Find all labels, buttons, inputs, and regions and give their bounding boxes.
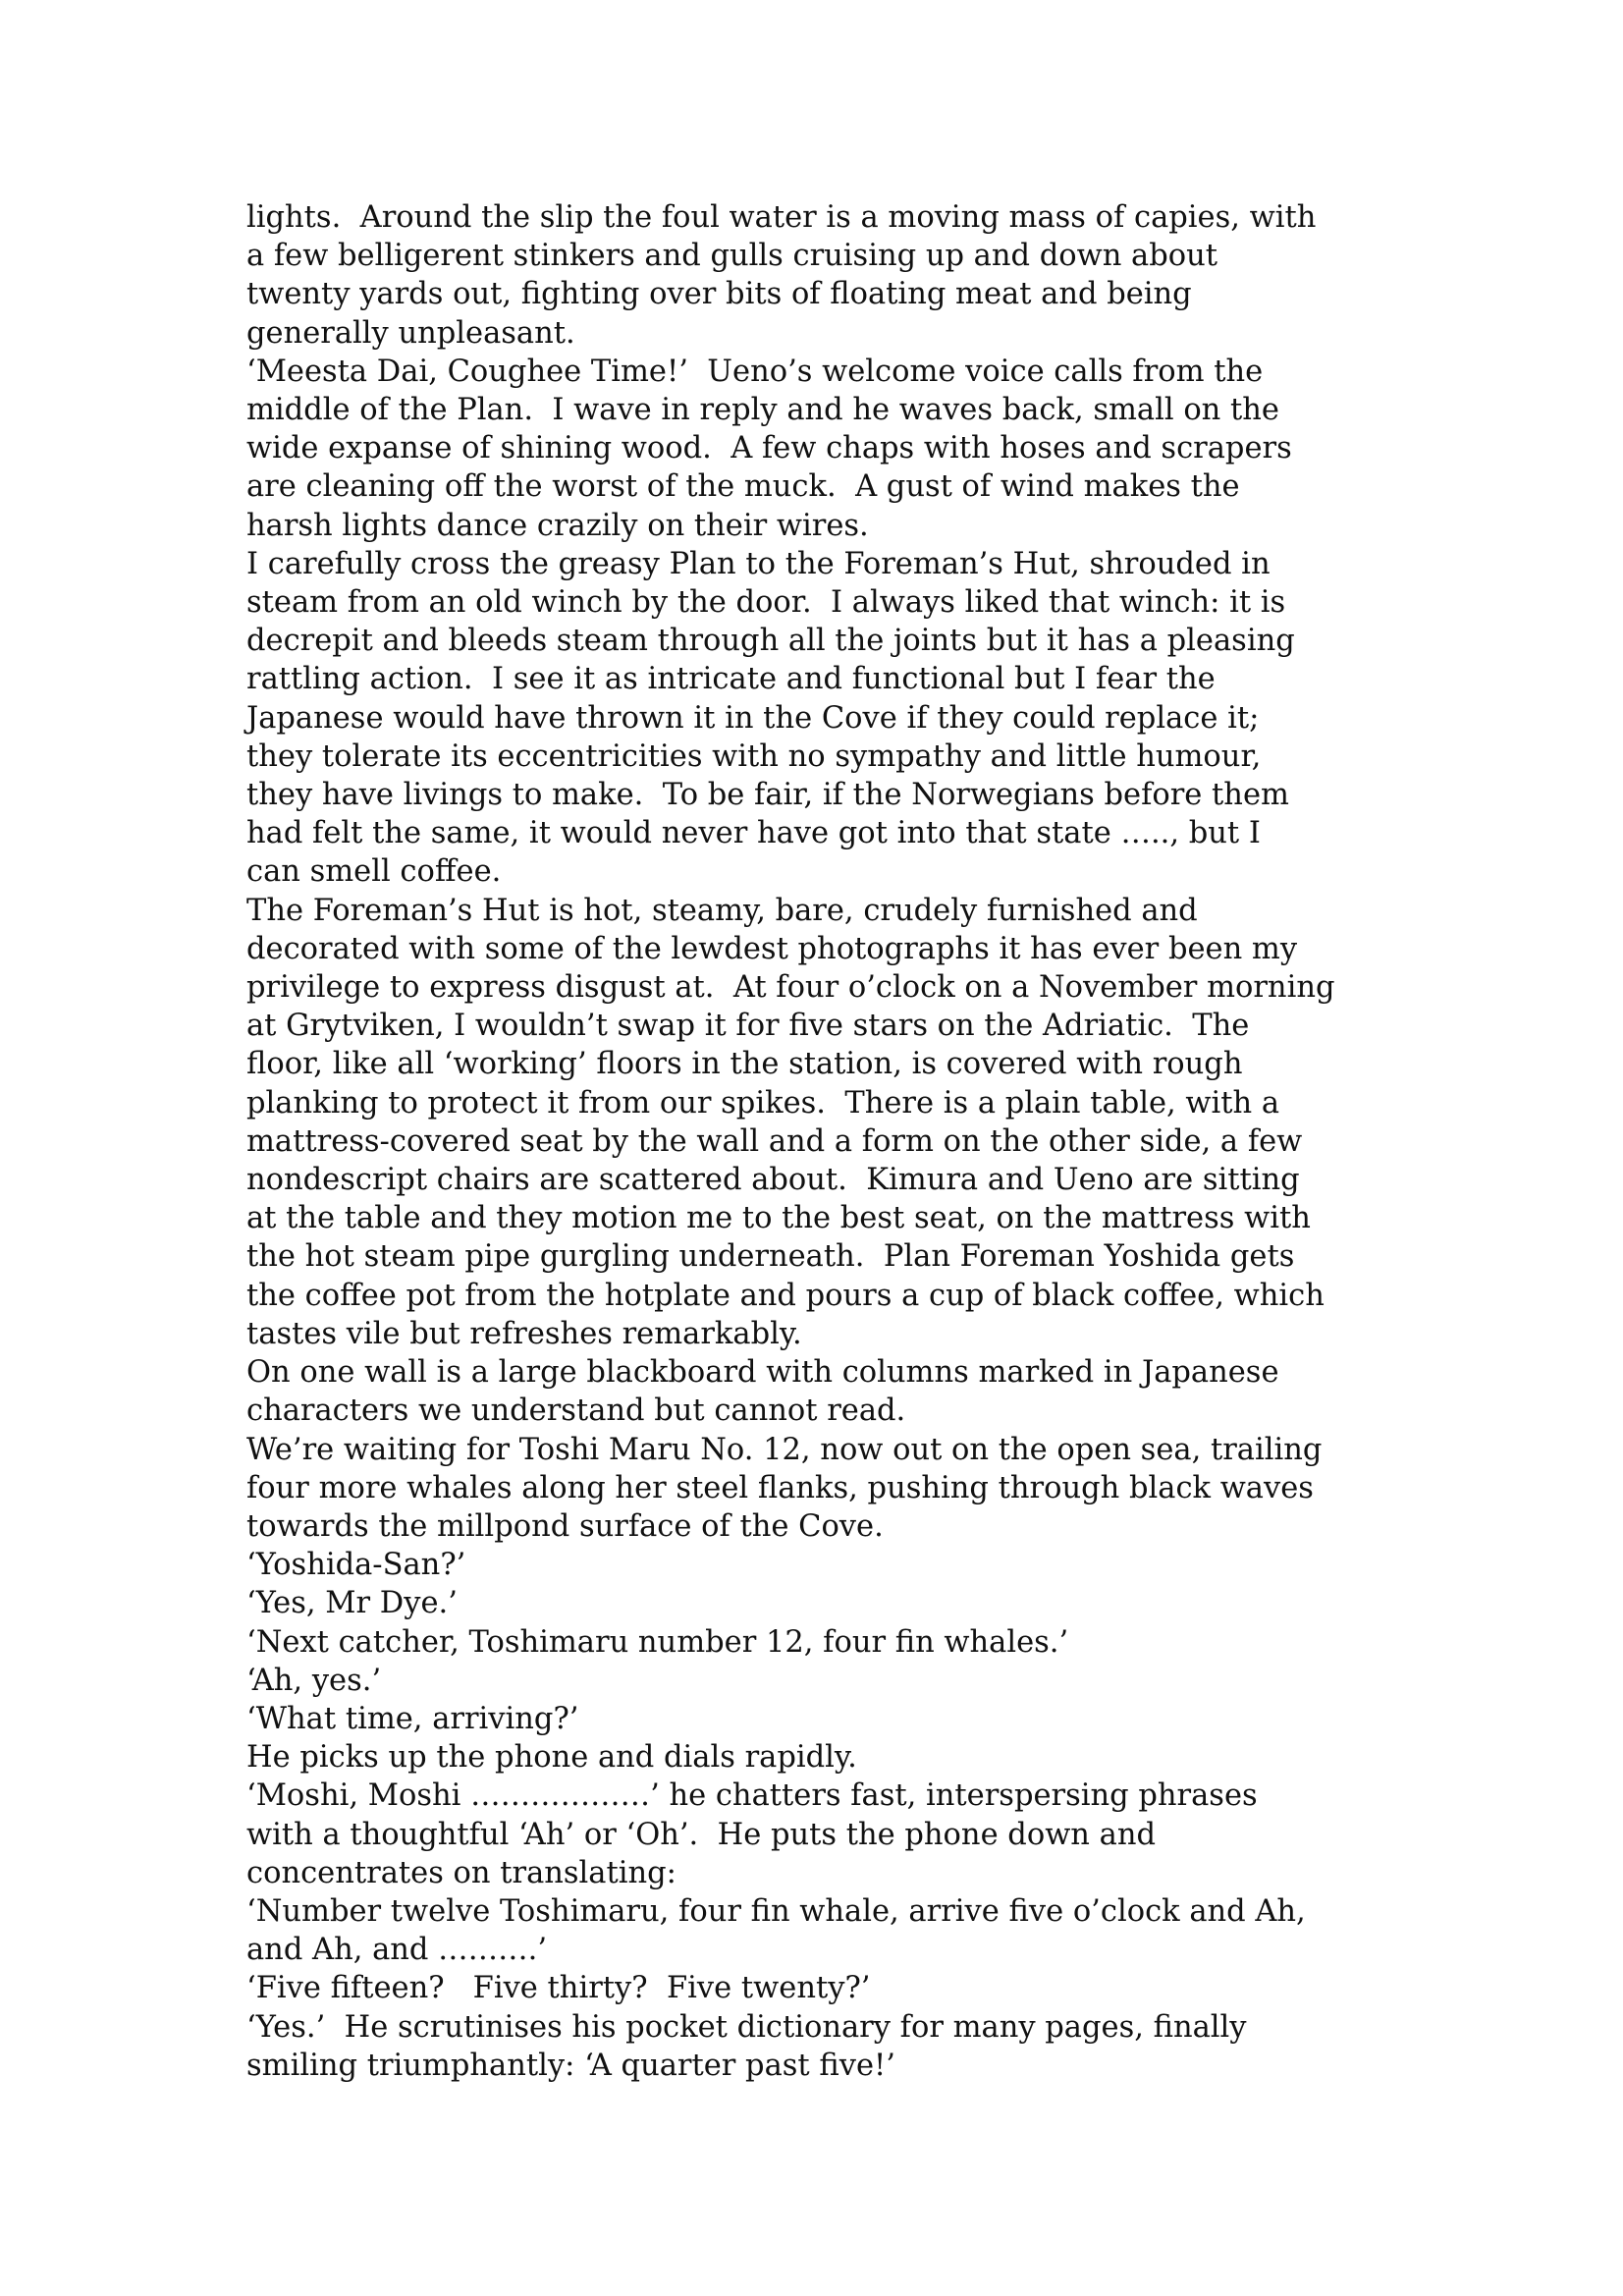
paragraph — [246, 1777, 1405, 1892]
text-line: He picks up the phone and dials rapidly. — [246, 1740, 857, 1776]
text-line: at Grytviken, I wouldn’t swap it for five stars on the Adriatic. The — [246, 1009, 1250, 1044]
text-line: ‘Five fifteen? Five thirty? Five twenty?’ — [246, 1971, 871, 2006]
text-line: tastes vile but refreshes remarkably. — [246, 1316, 802, 1351]
text-line: are cleaning off the worst of the muck. A gust of wind makes the — [246, 469, 1240, 505]
document-page — [246, 198, 1405, 2085]
text-line: decrepit and bleeds steam through all the joints but it has a pleasing — [246, 624, 1295, 659]
text-line: rattling action. I see it as intricate and functional but I fear the — [246, 662, 1216, 697]
text-line: and Ah, and ……….’ — [246, 1933, 548, 1968]
text-line: at the table and they motion me to the best seat, on the mattress with — [246, 1201, 1311, 1236]
text-line: ‘What time, arriving?’ — [246, 1701, 579, 1736]
text-line: a few belligerent stinkers and gulls cruising up and down about — [246, 239, 1218, 274]
paragraph — [246, 1353, 1405, 1430]
text-line: had felt the same, it would never have got into that state ….., but I — [246, 816, 1261, 851]
paragraph — [246, 198, 1405, 353]
text-line: I carefully cross the greasy Plan to the Foreman’s Hut, shrouded in — [246, 546, 1271, 581]
text-line: the hot steam pipe gurgling underneath. Plan Foreman Yoshida gets — [246, 1239, 1295, 1275]
text-line: decorated with some of the lewdest photographs it has ever been my — [246, 931, 1298, 966]
text-line: ‘Yes, Mr Dye.’ — [246, 1586, 458, 1621]
paragraph — [246, 1546, 1405, 1584]
text-line: lights. Around the slip the foul water is a moving mass of capies, with — [246, 200, 1317, 235]
text-line: harsh lights dance crazily on their wires. — [246, 508, 869, 543]
text-line: floor, like all ‘working’ floors in the station, is covered with rough — [246, 1047, 1243, 1082]
paragraph — [246, 892, 1405, 1353]
text-line: towards the millpond surface of the Cove. — [246, 1508, 884, 1544]
paragraph — [246, 1623, 1405, 1662]
text-line: can smell coffee. — [246, 854, 502, 890]
text-line: privilege to express disgust at. At four o’clock on a November morning — [246, 970, 1335, 1006]
text-line: ‘Moshi, Moshi ………………’ he chatters fast, interspersing phrases — [246, 1778, 1258, 1814]
text-line: mattress-covered seat by the wall and a form on the other side, a few — [246, 1123, 1303, 1159]
text-line: ‘Yes.’ He scrutinises his pocket dictionary for many pages, finally — [246, 2009, 1247, 2045]
paragraph — [246, 1969, 1405, 2007]
paragraph — [246, 545, 1405, 892]
paragraph — [246, 1700, 1405, 1738]
text-line: planking to protect it from our spikes. There is a plain table, with a — [246, 1085, 1280, 1121]
text-line: ‘Next catcher, Toshimaru number 12, four fin whales.’ — [246, 1624, 1069, 1660]
text-line: they tolerate its eccentricities with no sympathy and little humour, — [246, 738, 1262, 774]
text-line: nondescript chairs are scattered about. Kimura and Ueno are sitting — [246, 1163, 1300, 1198]
paragraph — [246, 1584, 1405, 1622]
text-line: concentrates on translating: — [246, 1855, 676, 1890]
text-line: ‘Ah, yes.’ — [246, 1663, 382, 1698]
text-line: generally unpleasant. — [246, 315, 575, 351]
paragraph — [246, 1431, 1405, 1547]
text-line: smiling triumphantly: ‘A quarter past five!’ — [246, 2048, 895, 2083]
text-line: The Foreman’s Hut is hot, steamy, bare, crudely furnished and — [246, 893, 1198, 928]
text-line: the coffee pot from the hotplate and pours a cup of black coffee, which — [246, 1278, 1325, 1313]
paragraph — [246, 1738, 1405, 1777]
text-line: On one wall is a large blackboard with columns marked in Japanese — [246, 1355, 1279, 1391]
text-line: ‘Yoshida-San?’ — [246, 1548, 466, 1583]
text-line: wide expanse of shining wood. A few chaps with hoses and scrapers — [246, 431, 1292, 466]
text-line: four more whales along her steel flanks, pushing through black waves — [246, 1470, 1314, 1505]
text-line: characters we understand but cannot read. — [246, 1394, 906, 1429]
text-line: with a thoughtful ‘Ah’ or ‘Oh’. He puts the phone down and — [246, 1817, 1156, 1852]
text-line: steam from an old winch by the door. I always liked that winch: it is — [246, 585, 1286, 621]
paragraph — [246, 2008, 1405, 2085]
text-line: middle of the Plan. I wave in reply and he waves back, small on the — [246, 393, 1279, 428]
text-line: ‘Meesta Dai, Coughee Time!’ Ueno’s welcome voice calls from the — [246, 354, 1264, 389]
text-line: twenty yards out, fighting over bits of floating meat and being — [246, 277, 1192, 312]
paragraph — [246, 1892, 1405, 1969]
paragraph — [246, 1662, 1405, 1700]
paragraph — [246, 353, 1405, 545]
text-line: ‘Number twelve Toshimaru, four fin whale, arrive five o’clock and Ah, — [246, 1893, 1306, 1929]
text-line: Japanese would have thrown it in the Cove if they could replace it; — [246, 700, 1260, 736]
text-line: they have livings to make. To be fair, if the Norwegians before them — [246, 778, 1289, 813]
text-line: We’re waiting for Toshi Maru No. 12, now out on the open sea, trailing — [246, 1432, 1323, 1467]
